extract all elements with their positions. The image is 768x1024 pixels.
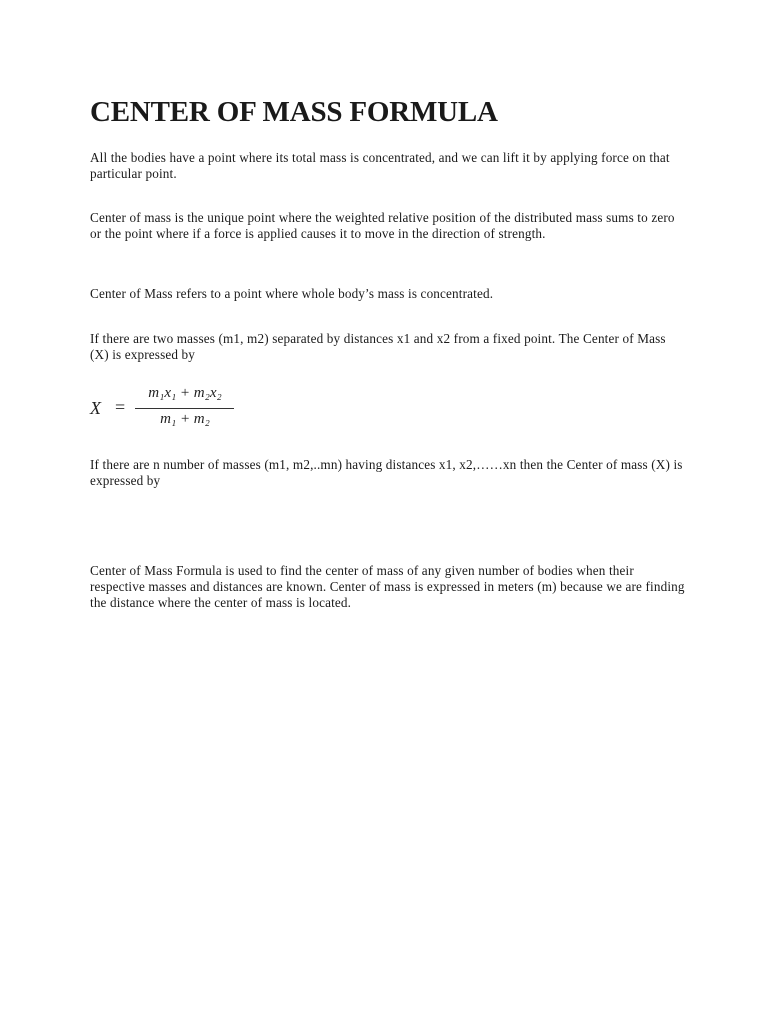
formula-denominator: m₁ + m₂ [160, 411, 210, 427]
paragraph-usage: Center of Mass Formula is used to find the center of mass of any given number of bodies when their respective masses and distances are known. Center of mass is expressed in meters (m) because we are finding the distance where the center of mass is located. [90, 563, 685, 610]
formula-numerator: m₁x₁ + m₂x₂ [148, 385, 222, 401]
fraction-bar [135, 408, 234, 409]
page-title: CENTER OF MASS FORMULA [90, 96, 498, 128]
center-of-mass-formula [90, 384, 240, 432]
paragraph-summary: Center of Mass refers to a point where whole body’s mass is concentrated. [90, 286, 494, 301]
paragraph-definition: Center of mass is the unique point where the weighted relative position of the distributed mass sums to zero or the point where if a force is applied causes it to move in the direction of strength. [90, 210, 675, 241]
paragraph-n-masses: If there are n number of masses (m1, m2,..mn) having distances x1, x2,……xn then the Center of mass (X) is expressed by [90, 457, 683, 488]
paragraph-two-masses: If there are two masses (m1, m2) separated by distances x1 and x2 from a fixed point. The Center of Mass (X) is expressed by [90, 331, 666, 362]
formula-equals: = [115, 397, 126, 417]
paragraph-intro: All the bodies have a point where its total mass is concentrated, and we can lift it by applying force on that particular point. [90, 150, 670, 181]
formula-lhs: X [90, 398, 101, 418]
